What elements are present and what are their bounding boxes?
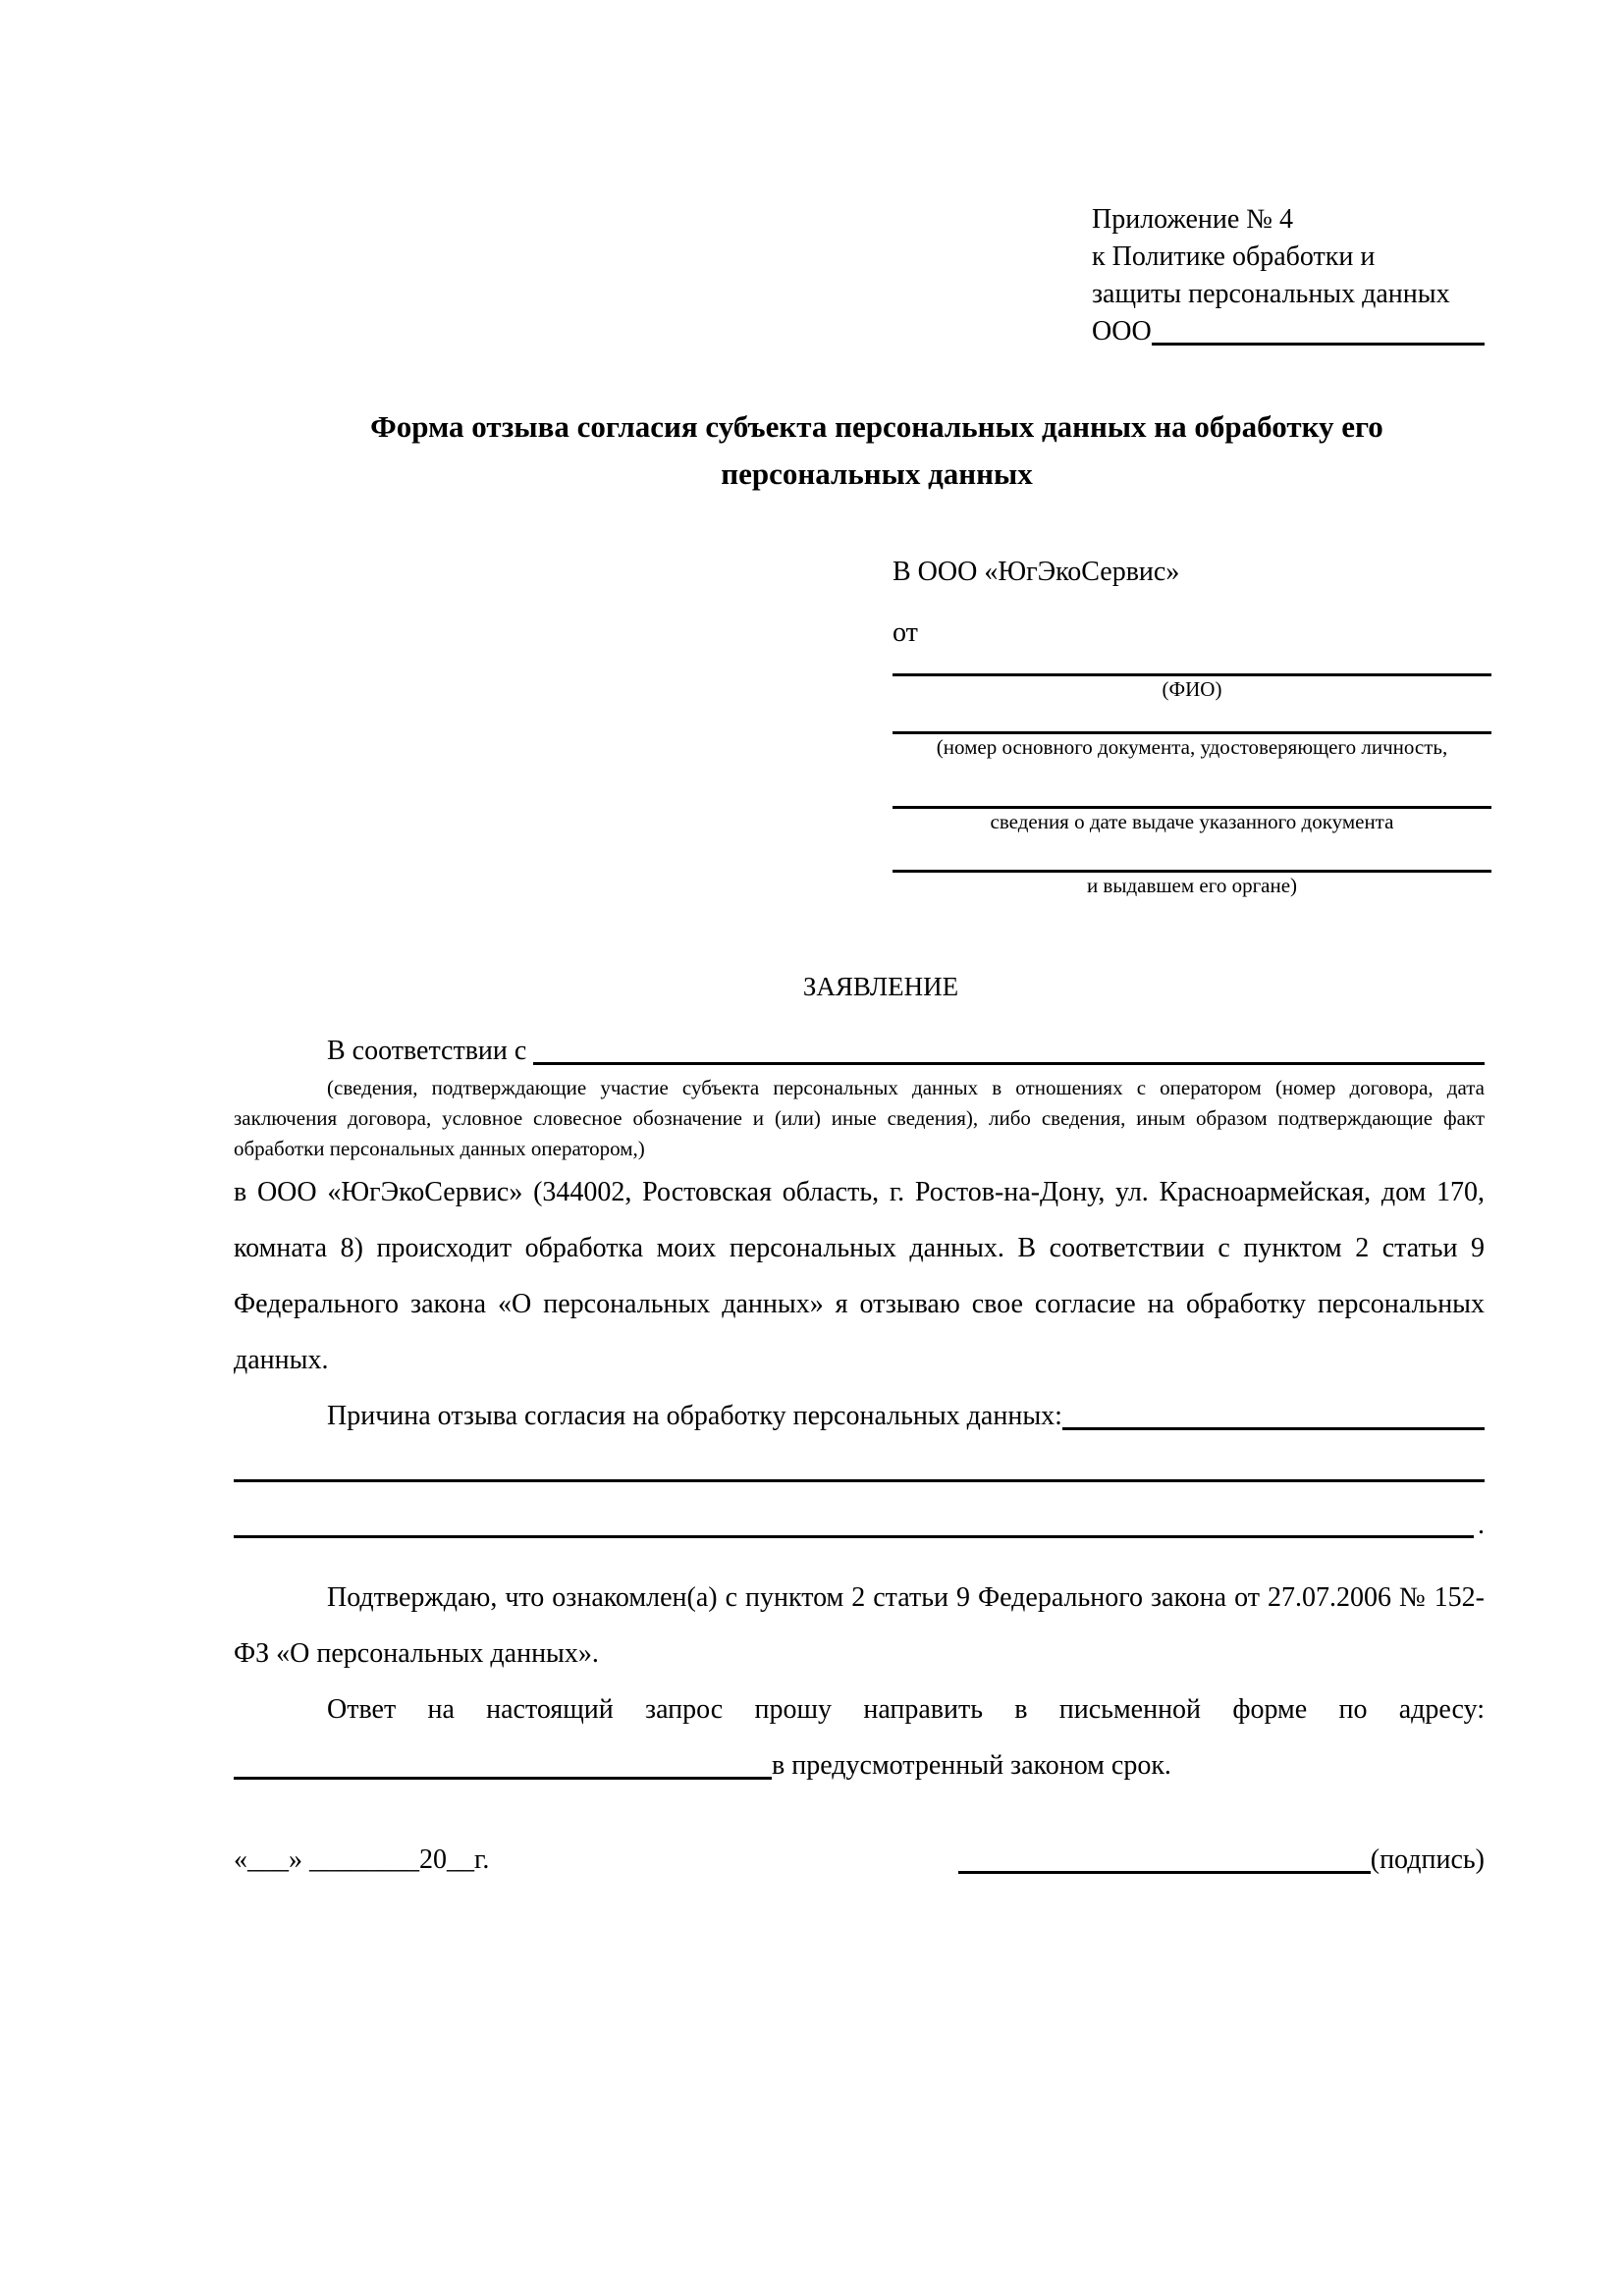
reason-prefix: Причина отзыва согласия на обработку персональных данных: <box>327 1401 1062 1431</box>
from-label: от <box>893 617 918 648</box>
reason-row <box>234 1388 1485 1444</box>
reply-suffix: в предусмотренный законом срок. <box>772 1750 1171 1781</box>
date-signature-row <box>234 1841 1485 1880</box>
basis-blank-line <box>533 1062 1485 1065</box>
reason-blank-rule-2 <box>234 1535 1474 1538</box>
statement-heading: ЗАЯВЛЕНИЕ <box>802 972 959 1001</box>
reason-blank-rule <box>234 1479 1485 1482</box>
document-number-caption: (номер основного документа, удостоверяющего личность, <box>936 735 1448 759</box>
appendix-block <box>1092 201 1485 350</box>
appendix-line-3: защиты персональных данных <box>1092 279 1450 309</box>
reason-terminator: . <box>1478 1510 1485 1540</box>
reason-blank-line-3 <box>234 1498 1485 1552</box>
reply-address-blank-line <box>234 1777 772 1780</box>
addressee-block <box>893 555 1491 898</box>
reply-address-row <box>234 1737 1485 1793</box>
basis-footnote: (сведения, подтверждающие участие субъекта персональных данных в отношениях с оператором (номер договора, дата заключения договора, условное словесное обозначение и (или) иные сведения), либо сведения, иным образом подтверждающие факт обработки персональных данных оператором,) <box>234 1076 1485 1160</box>
basis-prefix: В соответствии с <box>327 1036 534 1066</box>
date-blank: «___» ________20__г. <box>234 1844 490 1875</box>
signature-caption: (подпись) <box>1370 1844 1485 1875</box>
issue-date-caption: сведения о дате выдаче указанного документа <box>990 810 1394 833</box>
statement-body: в ООО «ЮгЭкоСервис» (344002, Ростовская область, г. Ростов-на-Дону, ул. Красноармейская, дом 170, комната 8) происходит обработка моих персональных данных. В соответствии с пунктом 2 статьи 9 Федерального закона «О персональных данных» я отзываю свое согласие на обработку персональных данных. <box>234 1177 1485 1375</box>
confirmation-paragraph: Подтверждаю, что ознакомлен(а) с пунктом 2 статьи 9 Федерального закона от 27.07.2006 № 152-ФЗ «О персональных данных». <box>234 1582 1485 1669</box>
organization-name-blank <box>1152 343 1485 346</box>
document-content <box>234 0 1485 1880</box>
appendix-line-1: Приложение № 4 <box>1092 204 1293 235</box>
reply-request-paragraph: Ответ на настоящий запрос прошу направить в письменной форме по адресу: <box>327 1694 1485 1725</box>
form-title: Форма отзыва согласия субъекта персональных данных на обработку его персональных данных <box>370 409 1383 491</box>
addressee-organization: В ООО «ЮгЭкоСервис» <box>893 557 1180 587</box>
basis-row <box>234 1032 1485 1071</box>
appendix-org-prefix: ООО <box>1092 316 1152 347</box>
appendix-org-row <box>1092 313 1485 350</box>
appendix-line-2: к Политике обработки и <box>1092 241 1376 272</box>
reason-blank-line-1 <box>1062 1427 1485 1430</box>
fio-caption: (ФИО) <box>1162 677 1222 701</box>
reason-blank-line-2 <box>234 1444 1485 1498</box>
issuing-authority-caption: и выдавшем его органе) <box>1086 874 1298 897</box>
signature-blank-line <box>958 1871 1371 1874</box>
